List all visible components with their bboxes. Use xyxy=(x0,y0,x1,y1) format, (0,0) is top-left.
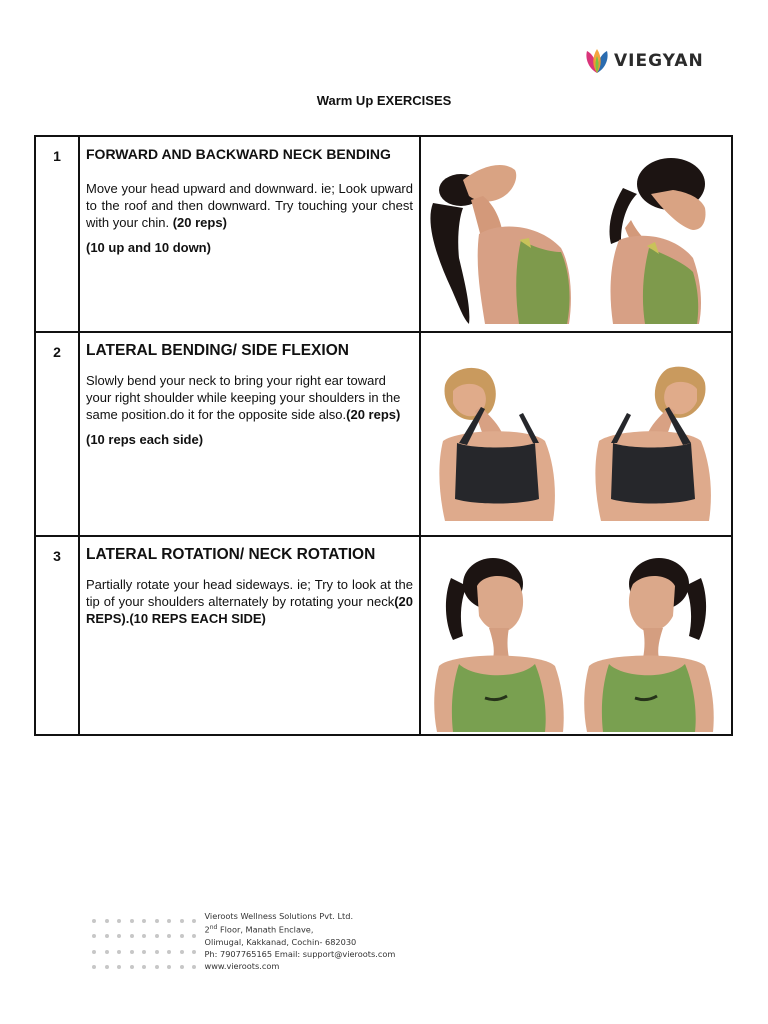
exercise-description: Move your head upward and downward. ie; Look upward to the roof and then downward. Try touching your chest with your chin. (20 reps) xyxy=(86,181,413,230)
neck-rotation-illustration xyxy=(421,537,731,734)
brand-logo xyxy=(584,48,704,74)
table-row xyxy=(35,332,732,536)
figure-left xyxy=(434,558,564,732)
company-name: Vieroots Wellness Solutions Pvt. Ltd. xyxy=(204,911,354,921)
table-row xyxy=(35,136,732,332)
exercise-reps: (20 REPS).(10 REPS EACH SIDE) xyxy=(86,594,413,626)
figure-right xyxy=(595,367,711,521)
exercise-table xyxy=(34,135,733,736)
exercise-heading: LATERAL ROTATION/ NECK ROTATION xyxy=(86,546,376,563)
address-line-2: Olimugal, Kakkanad, Cochin- 682030 xyxy=(204,936,357,947)
brand-name: VIEGYAN xyxy=(614,51,704,71)
exercise-note: (10 up and 10 down) xyxy=(86,240,211,255)
website-link[interactable]: www.vieroots.com xyxy=(204,960,280,971)
side-flexion-illustration xyxy=(421,333,731,535)
contact-line: Ph: 7907765165 Email: support@vieroots.com xyxy=(204,948,396,959)
decorative-dot-grid xyxy=(92,919,205,972)
page-title: Warm Up EXERCISES xyxy=(316,93,452,108)
viegyan-leaf-icon xyxy=(584,48,610,74)
figure-left xyxy=(439,368,555,521)
exercise-description: Slowly bend your neck to bring your right ear toward your right shoulder while keeping your shoulders in the same position.do it for the opposite side also.(20 reps) xyxy=(86,373,401,422)
company-address xyxy=(205,910,396,972)
exercise-note: (10 reps each side) xyxy=(86,432,204,447)
company-footer xyxy=(92,910,395,972)
figure-right xyxy=(584,558,714,732)
exercise-description: Partially rotate your head sideways. ie; Try to look at the tip of your shoulders alternately by rotating your neck(20 REPS).(10 REPS EACH SIDE) xyxy=(86,577,413,626)
exercise-number: 3 xyxy=(53,548,61,564)
exercise-number: 2 xyxy=(53,344,61,360)
address-line-1: 2nd Floor, Manath Enclave, xyxy=(204,924,314,935)
exercise-heading: LATERAL BENDING/ SIDE FLEXION xyxy=(86,342,349,359)
exercise-heading: FORWARD AND BACKWARD NECK BENDING xyxy=(86,146,391,162)
exercise-reps: (20 reps) xyxy=(346,407,401,422)
table-row xyxy=(35,536,732,735)
exercise-reps: (20 reps) xyxy=(172,215,227,230)
exercise-number: 1 xyxy=(53,148,61,164)
neck-bending-illustration xyxy=(421,137,731,331)
